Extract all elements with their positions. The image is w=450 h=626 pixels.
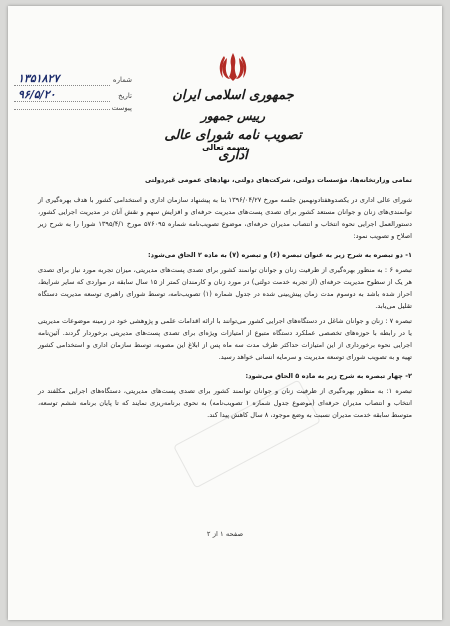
note-1-paragraph: تبصره ۱: به منظور بهره‌گیری از ظرفیت زنان و جوانان توانمند کشور برای تصدی پست‌های مدیریتی، دستگاه‌های اجرایی مکلفند در انتخاب و انتصاب مدیران حرفه‌ای (موضوع جدول شماره ۱ تصویب‌نامه) به نحوی برنامه‌ریزی نمایند که تا پایان برنامه ششم توسعه، متوسط سابقه خدمت مدیران نسبت به وضع موجود، ۸ سال کاهش پیدا کند. bbox=[38, 387, 413, 419]
number-label: شماره bbox=[112, 76, 132, 84]
reference-number-row bbox=[14, 72, 132, 88]
reference-block bbox=[14, 72, 132, 120]
note-6-paragraph: تبصره ۶ : به منظور بهره‌گیری از ظرفیت زنان و جوانان توانمند کشور برای تصدی پست‌های مدیریتی، میزان تجربه مورد نیاز برای تصدی هر یک از سطوح مدیریت حرفه‌ای (از تجربه خدمت دولتی) در مورد زنان و کارمندان کمتر از ۱۵ سال سابقه در مواردی که سایر شرایط، احراز شده باشد به دوسوم مدت زمان پیش‌بینی شده در جدول شماره (۱) تصویب‌نامه، توسط شورای راهبری توسعه مدیریت دستگاه تقلیل می‌یابد. bbox=[38, 266, 413, 310]
president-title: رییس جمهور bbox=[200, 109, 266, 123]
document-page bbox=[8, 6, 442, 620]
letterhead bbox=[158, 86, 308, 166]
republic-title: جمهوری اسلامی ایران bbox=[172, 88, 294, 103]
attachment-value bbox=[14, 109, 110, 110]
reference-date-row bbox=[14, 88, 132, 104]
addressees: تمامی وزارتخانه‌ها، مؤسسات دولتی، شرکت‌های دولتی، نهادهای عمومی غیردولتی bbox=[144, 176, 412, 184]
date-label: تاریخ bbox=[118, 92, 132, 100]
attachment-label: پیوست bbox=[111, 104, 132, 112]
section-2-heading: ۲- چهار تبصره به شرح زیر به ماده ۵ الحاق می‌شود: bbox=[245, 372, 412, 380]
page-number: صفحه ۱ از ۲ bbox=[206, 530, 244, 538]
letter-body bbox=[38, 174, 412, 424]
iran-emblem-icon bbox=[218, 50, 248, 84]
intro-paragraph: شورای عالی اداری در یکصدوهفتادونهمین جلسه مورخ ۱۳۹۶/۰۴/۲۷ بنا به پیشنهاد سازمان اداری و استخدامی کشور با هدف بهره‌گیری از توانمندی‌های زنان و جوانان مستعد کشور برای تصدی پست‌های مدیریت حرفه‌ای و افزایش سهم و نقش آنان در مدیریت اجرایی کشور، دستورالعمل اجرایی نحوه انتخاب و انتصاب مدیران حرفه‌ای، موضوع تصویب‌نامه شماره ۵۷۶۰۹۵ مورخ ۱۳۹۵/۴/۱ شورا را به شرح زیر اصلاح و تصویب نمود: bbox=[38, 196, 412, 240]
note-7-paragraph: تبصره ۷ : زنان و جوانان شاغل در دستگاه‌های اجرایی کشور می‌توانند با ارائه اقدامات علمی و پژوهشی خود در زمینه موضوعات مدیریتی یا در رابطه با حوزه‌های تخصصی عملکرد دستگاه متبوع از امتیازات ویژه‌ای برای تصدی پست‌های مدیریتی برخوردار گردند. آئین‌نامه اجرایی نحوه برخورداری از این امتیازات حداکثر ظرف مدت سه ماه پس از ابلاغ این مصوبه، توسط سازمان اداری و استخدامی کشور تهیه و به تصویب شورای توسعه مدیریت و سرمایه انسانی خواهد رسید. bbox=[38, 317, 412, 361]
basmala: بسمه تعالی bbox=[202, 143, 248, 152]
date-value: ۹۶/۵/۲۰ bbox=[14, 88, 110, 102]
number-value: ۱۳۵۱۸۲۷ bbox=[14, 72, 110, 86]
council-title: تصویب نامه شورای عالی اداری bbox=[164, 128, 302, 163]
reference-attachment-row bbox=[14, 104, 132, 120]
section-1-heading: ۱- دو تبصره به شرح زیر به عنوان تبصره (۶) و تبصره (۷) به ماده ۲ الحاق می‌شود: bbox=[148, 251, 412, 259]
